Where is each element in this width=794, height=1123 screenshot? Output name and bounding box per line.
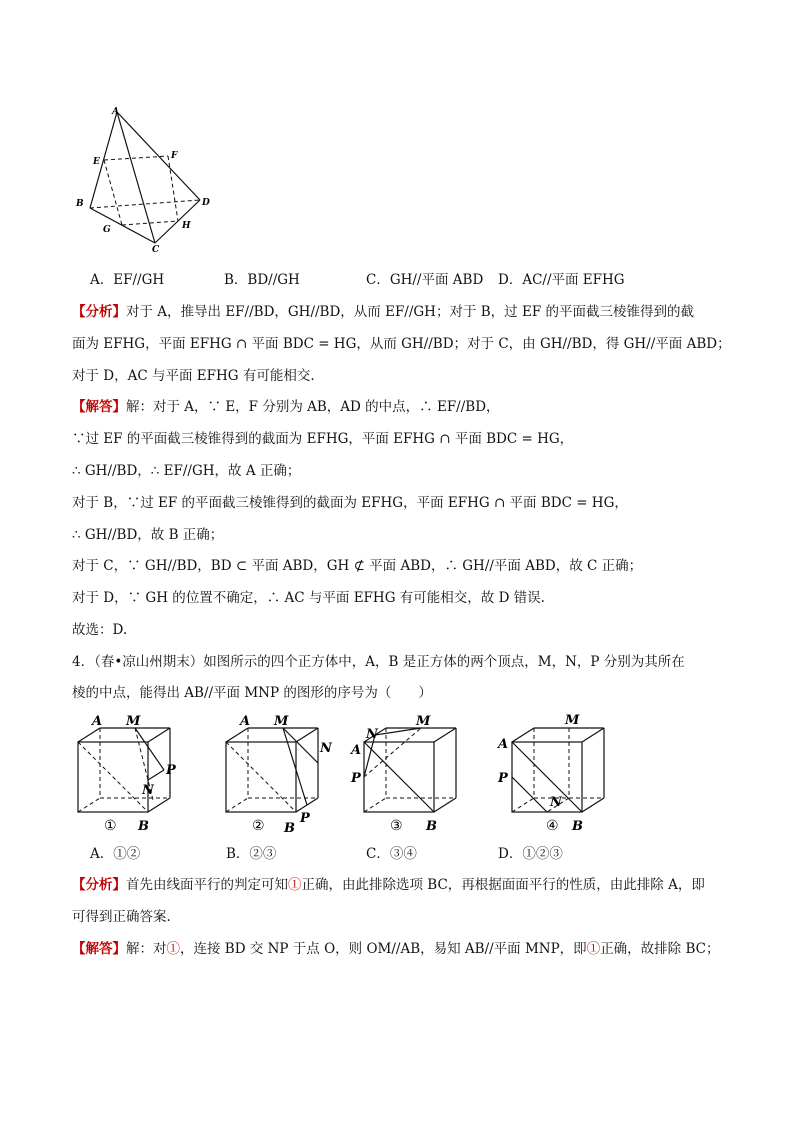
cube3-label-n: N (366, 727, 378, 742)
cube4-label-p: P (498, 771, 508, 786)
cube4-label-a: A (498, 737, 509, 752)
cube4-label-n: N (550, 795, 562, 810)
q3-analysis-line-2: 面为 EFHG，平面 EFHG ∩ 平面 BDC = HG，从而 GH//BD；对于 C，由 GH//BD，得 GH//平面 ABD； (72, 336, 731, 352)
vertex-label-g: G (103, 225, 111, 235)
q3-option-c[interactable]: C．GH//平面 ABD (366, 272, 484, 288)
cube2-label-a: A (240, 714, 251, 729)
q3-answer-line-6: 对于 C，∵ GH//BD，BD ⊂ 平面 ABD，GH ⊄ 平面 ABD，∴ GH//平面 ABD，故 C 正确； (72, 558, 643, 574)
cube1-label-m: M (126, 714, 141, 729)
analysis-tag: 【分析】 (72, 304, 126, 320)
q3-answer-line-4: 对于 B，∵过 EF 的平面截三棱锥得到的截面为 EFHG，平面 EFHG ∩ 平面 BDC = HG， (72, 495, 628, 511)
cube-figure-3 (346, 710, 466, 840)
q3-answer-line-7: 对于 D，∵ GH 的位置不确定，∴ AC 与平面 EFHG 有可能相交，故 D 错误. (72, 590, 545, 606)
q3-analysis-line-3: 对于 D，AC 与平面 EFHG 有可能相交. (72, 368, 315, 384)
q3-option-b[interactable]: B．BD//GH (224, 272, 300, 288)
q3-answer-line-5: ∴ GH//BD，故 B 正确； (72, 527, 224, 543)
answer-tag: 【解答】 (72, 399, 126, 415)
q3-choice: 故选：D. (72, 622, 128, 638)
cube3-label-a: A (351, 743, 362, 758)
vertex-label-f: F (171, 151, 178, 161)
q4-option-a[interactable]: A．①② (90, 846, 141, 862)
vertex-label-e: E (93, 157, 100, 167)
cube1-number: ① (104, 818, 117, 834)
cube4-number: ④ (546, 818, 559, 834)
tetrahedron-figure (70, 100, 220, 255)
analysis-tag: 【分析】 (72, 877, 126, 893)
q4-analysis-line-1: 【分析】首先由线面平行的判定可知①正确，由此排除选项 BC，再根据面面平行的性质，由此排除 A，即 (72, 877, 705, 893)
cube-figure-2 (216, 710, 336, 840)
vertex-label-d: D (202, 198, 210, 208)
cube3-label-b: B (426, 819, 437, 834)
cube4-label-m: M (565, 713, 580, 728)
q3-option-d[interactable]: D．AC//平面 EFHG (498, 272, 625, 288)
q3-analysis-line-1: 【分析】对于 A，推导出 EF//BD，GH//BD，从而 EF//GH；对于 B，过 EF 的平面截三棱锥得到的截 (72, 304, 694, 320)
vertex-label-b: B (76, 199, 84, 209)
cube1-label-p: P (166, 763, 176, 778)
cube2-label-n: N (320, 741, 332, 756)
cube3-label-m: M (416, 714, 431, 729)
q3-option-a[interactable]: A．EF//GH (90, 272, 165, 288)
cube2-number: ② (252, 818, 265, 834)
q4-option-c[interactable]: C．③④ (366, 846, 417, 862)
cube1-label-b: B (138, 819, 149, 834)
cube2-label-p: P (300, 811, 310, 826)
cube3-number: ③ (390, 818, 403, 834)
q4-answer-line-1: 【解答】解：对①，连接 BD 交 NP 于点 O，则 OM//AB，易知 AB//平面 MNP，即①正确，故排除 BC； (72, 941, 720, 957)
cube3-label-p: P (351, 771, 361, 786)
cube1-label-n: N (142, 783, 154, 798)
vertex-label-a: A (112, 107, 119, 117)
vertex-label-h: H (182, 221, 191, 231)
cube1-label-a: A (92, 714, 103, 729)
q3-answer-line-2: ∵过 EF 的平面截三棱锥得到的截面为 EFHG，平面 EFHG ∩ 平面 BDC = HG， (72, 431, 574, 447)
q4-stem-line-1: 4．（春•凉山州期末）如图所示的四个正方体中，A，B 是正方体的两个顶点，M，N，P 分别为其所在 (72, 654, 685, 670)
cube-figure-1 (68, 710, 188, 840)
cube4-label-b: B (572, 819, 583, 834)
q3-answer-line-1: 【解答】解：对于 A，∵ E，F 分别为 AB，AD 的中点，∴ EF//BD， (72, 399, 500, 415)
cube2-label-m: M (274, 714, 289, 729)
cube-figure-4 (494, 706, 614, 840)
cube2-label-b: B (284, 821, 295, 836)
answer-tag: 【解答】 (72, 941, 126, 957)
q4-option-d[interactable]: D．①②③ (498, 846, 563, 862)
vertex-label-c: C (152, 245, 160, 255)
q4-analysis-line-2: 可得到正确答案. (72, 909, 171, 925)
q3-answer-line-3: ∴ GH//BD，∴ EF//GH，故 A 正确； (72, 463, 301, 479)
q4-stem-line-2: 棱的中点，能得出 AB//平面 MNP 的图形的序号为（ ） (72, 685, 432, 701)
q4-option-b[interactable]: B．②③ (226, 846, 277, 862)
